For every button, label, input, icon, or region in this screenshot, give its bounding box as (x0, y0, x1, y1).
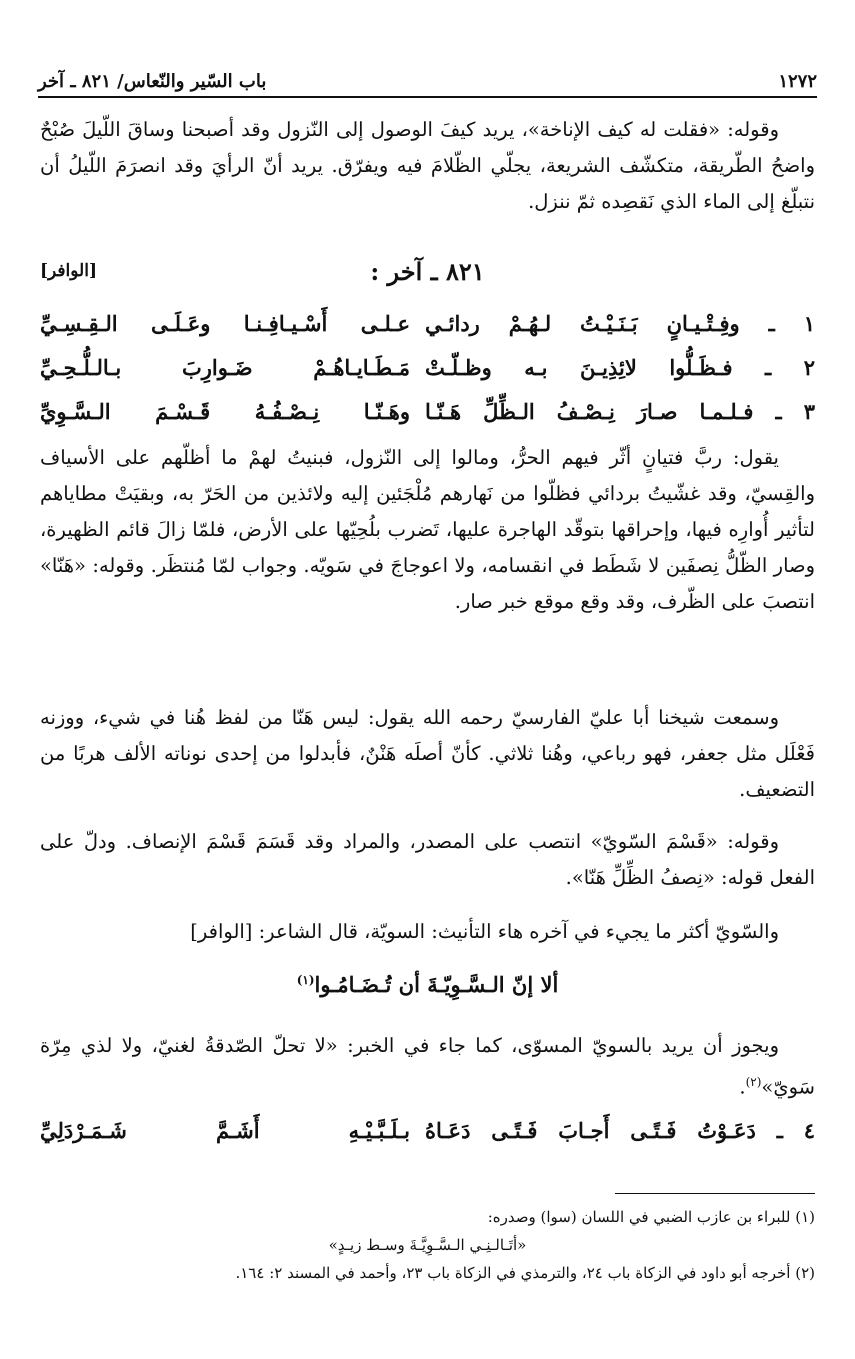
intro-paragraph: وقوله: «فقلت له كيف الإناخة»، يريد كيفَ الوصول إلى النّزول وقد أصبحنا وساقَ اللّيلَ صُبْحٌ واضحُ الطّريقة، متكشّف الشريعة، يجلّي الظّلامَ فيه ويفرّق. يريد أنّ الرأيَ وقد انصرَمَ اللّيلُ أن نتبلّغ إلى الماء الذي نَقصِده ثمّ ننزل. (40, 118, 815, 213)
verse-second-hemistich: عـلـى أَسْـيـافِـنـا وعَـلَـى الـقِـسِـيِّ (40, 310, 410, 336)
commentary-block (40, 440, 815, 620)
commentary-paragraph: وسمعت شيخنا أبا عليّ الفارسيّ رحمه الله يقول: ليس هَنّا من لفظ هُنا في شيء، ووزنه فَعْلَل مثل جعفر، فهو رباعي، وهُنا ثلاثي. كأنّ أصلَه هَنْنٌ، فأبدلوا من إحدى نوناته الألف هربًا من التضعيف. (40, 706, 815, 801)
verse-line (40, 347, 815, 387)
section-heading (40, 251, 815, 291)
commentary-paragraph: يقول: ربَّ فتيانٍ أثّر فيهم الحرُّ، ومالوا إلى النّزول، فبنيتُ لهمْ ما أظلّهم على الأسياف والقِسيّ، وقد غشّيتُ بردائي فظلّوا من نَهارهم مُلْجَئين إليه ولائذين من الحَرّ به، وبقيَتْ مطاياهم لتأثير أُوارِه فيها، وإحراقها بتوقّد الهاجرة عليها، تَضرب بلُحِيّها على الأرض، فلمّا زالَ قائم الظهيرة، وصار الظّلُّ نِصفَين لا شَطَط في انقسامه، ولا اعوجاجَ في سَويّه. وجواب لمّا مُنتظَر. وقوله: «هَنّا» انتصبَ على الظّرف، وقد وقع موقع خبر صار. (40, 446, 815, 613)
footnote-ref: (١) (296, 973, 315, 987)
footnote-quote: «أتَـالـنِـي الـسَّـوِيَّـةَ وسـط زيـدٍ» (328, 1236, 527, 1254)
commentary-paragraph: والسّويّ أكثر ما يجيء في آخره هاء التأنيث: السويّة، قال الشاعر: [الوافر] (190, 920, 779, 943)
verse-second-hemistich: مَـطَـايـاهُـمْ ضَـوارِبَ بـالـلُّـحِـيِّ (40, 354, 410, 380)
commentary-block (40, 824, 815, 896)
section-meter: [الوافر] (40, 261, 98, 281)
commentary-block (40, 914, 815, 950)
page-number: ١٢٧٢ (778, 71, 817, 92)
verse-line (40, 1110, 815, 1150)
verse-first-hemistich: ٣ ـ فـلـمـا صـارَ نِـصْـفُ الـظِّلِّ هَـنّـا (425, 398, 815, 424)
verse-first-hemistich: ١ ـ وفِـتْـيـانٍ بَـنَـيْـتُ لـهُـمْ ردائـي (425, 310, 815, 336)
intro-paragraph-block (40, 112, 815, 220)
commentary-block (40, 700, 815, 808)
chapter-title: باب السّير والنّعاس/ ٨٢١ ـ آخر (38, 71, 267, 92)
section-title: ٨٢١ ـ آخر : (370, 256, 485, 286)
verse-line (40, 391, 815, 431)
verse-second-hemistich: وهَـنّـا نِـصْـفُـهُ قَـسْـمَ الـسَّـوِيِّ (40, 398, 410, 424)
commentary-paragraph: وقوله: «قَسْمَ السّويّ» انتصب على المصدر، والمراد وقد قَسَمَ قَسْمَ الإنصاف. ودلّ على الفعل قوله: «نِصفُ الظِّلِّ هَنّا». (40, 830, 815, 889)
quoted-verse-text: ألا إنّ الـسَّـوِيّـةَ أن تُـضَـامُـوا (314, 972, 559, 997)
quoted-verse (40, 962, 815, 1003)
commentary-text: ويجوز أن يريد بالسويّ المسوّى، كما جاء في الخبر: «لا تحلّ الصّدقةُ لغنيّ، ولا لذي مِرّة سَويّ» (40, 1034, 815, 1099)
footnote-divider (615, 1193, 815, 1194)
commentary-paragraph: ويجوز أن يريد بالسويّ المسوّى، كما جاء في الخبر: «لا تحلّ الصّدقةُ لغنيّ، ولا لذي مِرّة سَويّ»$^{(٢)}$. (40, 1034, 815, 1099)
page-header (38, 58, 817, 98)
verse-second-hemistich: بـلَـبَّـيْـهِ أَشَـمَّ شَـمَـرْدَلِيِّ (40, 1117, 410, 1143)
verse-first-hemistich: ٤ ـ دَعَـوْتُ فَـتًـى أَجـابَ فَـتًـى دَعَـاهُ (425, 1117, 815, 1143)
commentary-block (40, 1028, 815, 1106)
footnote: (٢) أخرجه أبو داود في الزكاة باب ٢٤، والترمذي في الزكاة باب ٢٣، وأحمد في المسند ٢: ١٦٤. (235, 1264, 815, 1282)
verse-line (40, 303, 815, 343)
verse-first-hemistich: ٢ ـ فـظَـلُّوا لائِذِيـنَ بـه وظـلّـتْ (425, 354, 815, 380)
footnote: (١) للبراء بن عازب الضبي في اللسان (سوا) وصدره: (487, 1208, 815, 1226)
footnote-ref: (٢) (745, 1075, 762, 1089)
